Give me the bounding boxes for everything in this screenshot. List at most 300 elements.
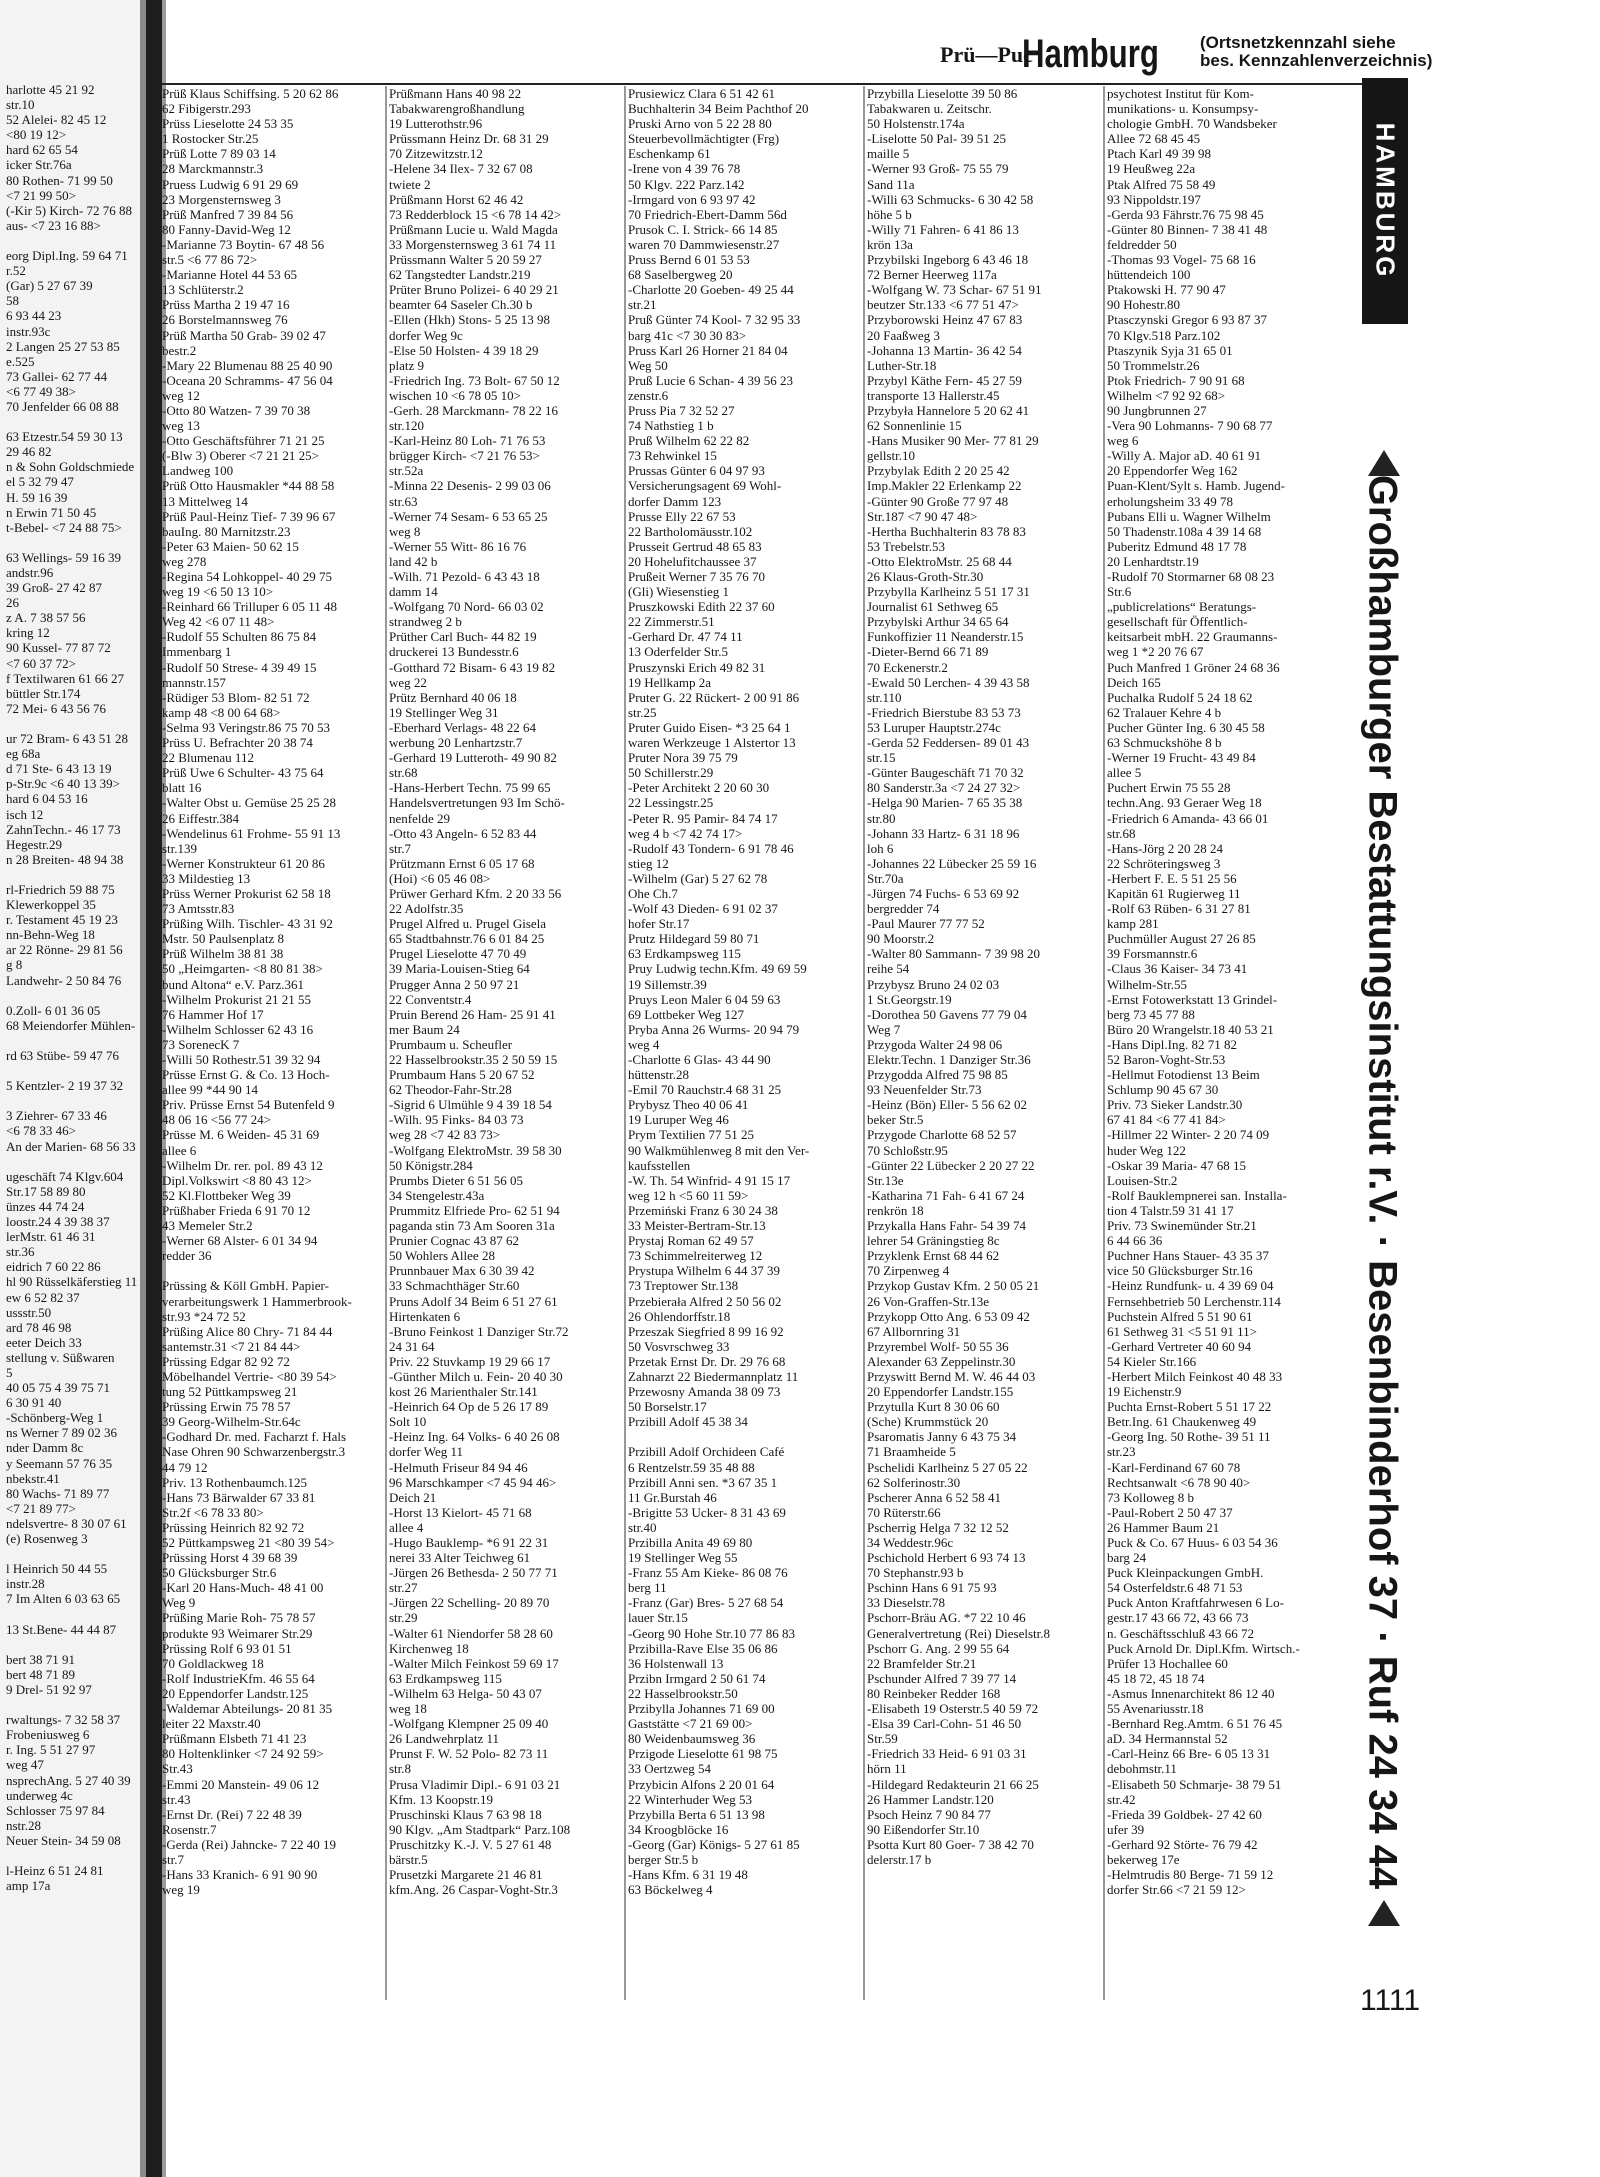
listing-line: Kapitän 61 Rugierweg 11 — [1107, 885, 1241, 901]
listing-line: 50 Glücksburger Str.6 — [162, 1565, 277, 1581]
listing-line: -Hans-Jörg 2 20 28 24 — [1107, 840, 1224, 856]
listing-line: -Eberhard Verlags- 48 22 64 — [389, 719, 537, 735]
listing-line: 22 Zimmerstr.51 — [628, 614, 715, 630]
listing-line: druckerei 13 Bundesstr.6 — [389, 644, 519, 660]
listing-line: Steuerbevollmächtigter (Frg) — [628, 131, 780, 147]
listing-line: -Elisabeth 19 Osterstr.5 40 59 72 — [867, 1701, 1039, 1717]
listing-line: Ptakowski H. 77 90 47 — [1107, 282, 1226, 298]
listing-line: Prußeit Werner 7 35 76 70 — [628, 569, 765, 584]
listing-column — [389, 86, 623, 1897]
listing-line: str.23 — [1107, 1444, 1136, 1460]
listing-line: 0.Zoll- 6 01 36 05 — [6, 1002, 101, 1018]
listing-line: 13 St.Bene- 44 44 87 — [6, 1621, 117, 1637]
listing-line: eeter Deich 33 — [6, 1334, 82, 1350]
listing-line: Prunnbauer Max 6 30 39 42 — [389, 1263, 535, 1279]
listing-line: -Charlotte 6 Glas- 43 44 90 — [628, 1052, 771, 1067]
listing-column — [628, 86, 864, 1897]
listing-line: 70 Eckenerstr.2 — [867, 659, 948, 675]
listing-line: Betr.Ing. 61 Chaukenweg 49 — [1107, 1414, 1257, 1430]
listing-line: ZahnTechn.- 46 17 73 — [6, 821, 121, 837]
listing-line: -Wolfgang W. 73 Schar- 67 51 91 — [867, 282, 1042, 298]
listing-line: produkte 93 Weimarer Str.29 — [162, 1625, 313, 1641]
listing-line: -Wolfgang 70 Nord- 66 03 02 — [389, 599, 544, 615]
listing-line: -Friedrich Ing. 73 Bolt- 67 50 12 — [389, 372, 560, 388]
listing-line: -Jürgen 26 Bethesda- 2 50 77 71 — [389, 1565, 558, 1581]
listing-line: -Wolfgang ElektroMstr. 39 58 30 — [389, 1142, 562, 1158]
area-code-note-line: bes. Kennzahlenverzeichnis) — [1200, 51, 1433, 70]
listing-line: 6 44 66 36 — [1107, 1233, 1163, 1249]
listing-line: 19 Sillemstr.39 — [628, 976, 707, 992]
listing-line: Pschelidi Karlheinz 5 27 05 22 — [867, 1459, 1028, 1475]
listing-line: 63 Erdkampsweg 115 — [389, 1670, 502, 1686]
listing-line: -Jürgen 74 Fuchs- 6 53 69 92 — [867, 885, 1020, 901]
listing-line: 22 Bramfelder Str.21 — [867, 1655, 977, 1671]
listing-line: (Gli) Wiesenstieg 1 — [628, 584, 730, 600]
listing-line: Gaststätte <7 21 69 00> — [628, 1716, 753, 1732]
listing-line: str.15 — [867, 750, 896, 766]
listing-line: Kfm. 13 Koopstr.19 — [389, 1791, 493, 1807]
listing-line — [6, 1093, 152, 1108]
listing-line: Pschichold Herbert 6 93 74 13 — [867, 1550, 1026, 1566]
listing-line: -Gerda (Rei) Jahncke- 7 22 40 19 — [162, 1836, 336, 1852]
listing-line: Prüssmann Heinz Dr. 68 31 29 — [389, 131, 549, 147]
listing-line: 63 Wellings- 59 16 39 — [6, 549, 121, 565]
listing-line: Landwehr- 2 50 84 76 — [6, 972, 122, 988]
listing-line: Prüß Klaus Schiffsing. 5 20 62 86 — [162, 86, 339, 101]
city-thumb-tab-label: HAMBURG — [1370, 122, 1401, 280]
listing-line: Prüssing Horst 4 39 68 39 — [162, 1550, 298, 1566]
city-thumb-tab — [1362, 78, 1408, 324]
listing-line: weg 18 — [389, 1701, 427, 1717]
listing-line: -Heinrich 64 Op de 5 26 17 89 — [389, 1399, 549, 1415]
listing-line: (Hoi) <6 05 46 08> — [389, 870, 491, 886]
listing-line: Prumbaum u. Scheufler — [389, 1036, 513, 1052]
listing-line: 33 Dieselstr.78 — [867, 1595, 945, 1611]
listing-line: 13 Schlüterstr.2 — [162, 282, 244, 298]
listing-line: str.42 — [1107, 1791, 1136, 1807]
listing-line: Prüssing & Köll GmbH. Papier- — [162, 1278, 329, 1294]
listing-line: Przibill Adolf Orchideen Café — [628, 1444, 785, 1460]
listing-line: -Wilh. 95 Finks- 84 03 73 — [389, 1112, 524, 1128]
listing-line: bärstr.5 — [389, 1851, 428, 1867]
listing-line: Zahnarzt 22 Biedermannplatz 11 — [628, 1368, 799, 1384]
listing-line: rd 63 Stübe- 59 47 76 — [6, 1048, 120, 1063]
listing-line: -Werner Konstrukteur 61 20 86 — [162, 855, 325, 871]
listing-line: aD. 34 Hermannstal 52 — [1107, 1731, 1228, 1747]
listing-line: Hirtenkaten 6 — [389, 1308, 461, 1324]
listing-line: 70 Jenfelder 66 08 88 — [6, 398, 119, 414]
listing-line: Ohe Ch.7 — [628, 885, 678, 901]
listing-line: allee 99 *44 90 14 — [162, 1082, 259, 1098]
listing-line: Przybilski Ingeborg 6 43 46 18 — [867, 252, 1029, 268]
listing-line: Przykopp Otto Ang. 6 53 09 42 — [867, 1308, 1030, 1324]
listing-line — [6, 233, 152, 248]
listing-line: 34 Stengelestr.43a — [389, 1187, 485, 1203]
listing-line: nder Damm 8c — [6, 1440, 84, 1456]
listing-line: 80 Weidenbaumsweg 36 — [628, 1731, 756, 1747]
listing-line: 22 Bartholomäusstr.102 — [628, 523, 753, 539]
listing-line: -Werner 19 Frucht- 43 49 84 — [1107, 750, 1256, 766]
listing-line: Pruß Wilhelm 62 22 82 — [628, 433, 750, 449]
listing-line: ndelsvertre- 8 30 07 61 — [6, 1515, 127, 1531]
listing-line: Pruess Ludwig 6 91 29 69 — [162, 176, 299, 192]
listing-line: Psoch Heinz 7 90 84 77 — [867, 1806, 991, 1822]
listing-line: l-Heinz 6 51 24 81 — [6, 1863, 104, 1879]
listing-line: -Rudolf 55 Schulten 86 75 84 — [162, 629, 317, 645]
listing-line: 20 Eppendorfer Landstr.125 — [162, 1685, 309, 1701]
listing-line: 26 Hammer Baum 21 — [1107, 1519, 1220, 1535]
listing-line: Handelsvertretungen 93 Im Schö- — [389, 795, 565, 811]
listing-line: weg 19 — [162, 1882, 200, 1898]
listing-line: Prüsse Ernst G. & Co. 13 Hoch- — [162, 1067, 330, 1083]
listing-line: Psaromatis Janny 6 43 75 34 — [867, 1429, 1017, 1445]
listing-line: 90 Moorstr.2 — [867, 931, 935, 947]
listing-line: 70 Rüterstr.66 — [867, 1504, 941, 1520]
listing-line: -Wilh. 71 Pezold- 6 43 43 18 — [389, 569, 540, 584]
listing-line: Prüssing Edgar 82 92 72 — [162, 1353, 290, 1369]
listing-line: Pscherrig Helga 7 32 12 52 — [867, 1519, 1009, 1535]
listing-line: 80 Wachs- 71 89 77 — [6, 1485, 110, 1501]
listing-line: -Horst 13 Kielort- 45 71 68 — [389, 1504, 532, 1520]
listing-line: 9 Drel- 51 92 97 — [6, 1681, 92, 1697]
listing-line: str.110 — [867, 689, 902, 705]
listing-line: 63 Erdkampsweg 115 — [628, 946, 741, 962]
listing-line: Prüß Martha 50 Grab- 39 02 47 — [162, 327, 326, 343]
listing-line: -Elisabeth 50 Schmarje- 38 79 51 — [1107, 1776, 1282, 1792]
listing-line: hl 90 Rüsselkäferstieg 11 — [6, 1274, 138, 1290]
listing-line: Przigode Lieselotte 61 98 75 — [628, 1746, 778, 1762]
listing-line: eidrich 7 60 22 86 — [6, 1259, 101, 1275]
listing-line: -Willy A. Major aD. 40 61 91 — [1107, 448, 1262, 464]
listing-line: Przybylla Karlheinz 5 51 17 31 — [867, 584, 1030, 600]
listing-line: Prusok C. I. Strick- 66 14 85 — [628, 221, 778, 237]
listing-line: -Gerda 93 Fährstr.76 75 98 45 — [1107, 206, 1264, 222]
listing-line: weg 1 *2 20 76 67 — [1107, 644, 1204, 660]
listing-line: 6 30 91 40 — [6, 1395, 62, 1411]
listing-line: 65 Stadtbahnstr.76 6 01 84 25 — [389, 931, 545, 947]
listing-line: -Willi 63 Schmucks- 6 30 42 58 — [867, 191, 1034, 207]
listing-line: (Sche) Krummstück 20 — [867, 1414, 989, 1430]
listing-line: -Wilhelm Prokurist 21 21 55 — [162, 991, 311, 1007]
listing-line: str.80 — [867, 810, 896, 826]
listing-line: -Oceana 20 Schramms- 47 56 04 — [162, 372, 333, 388]
listing-line: Puchert Erwin 75 55 28 — [1107, 780, 1231, 796]
listing-line: 73 Treptower Str.138 — [628, 1278, 739, 1294]
listing-line: Immenbarg 1 — [162, 644, 232, 660]
listing-line: 34 Weddestr.96c — [867, 1535, 954, 1550]
listing-line: lauer Str.15 — [628, 1610, 688, 1626]
listing-line: -Helga 90 Marien- 7 65 35 38 — [867, 795, 1023, 811]
listing-line: dorfer Str.66 <7 21 59 12> — [1107, 1882, 1246, 1898]
listing-line: 50 Borselstr.17 — [628, 1399, 707, 1415]
listing-line: -Selma 93 Veringstr.86 75 70 53 — [162, 719, 331, 735]
listing-line: ard 78 46 98 — [6, 1319, 72, 1335]
listing-line: -Wilhelm (Gar) 5 27 62 78 — [628, 870, 768, 886]
listing-line: 50 Königstr.284 — [389, 1157, 473, 1173]
listing-line: 70 Stephanstr.93 b — [867, 1565, 964, 1581]
listing-line: n. Geschäftsschluß 43 66 72 — [1107, 1625, 1254, 1641]
listing-line: -Walter Milch Feinkost 59 69 17 — [389, 1655, 559, 1671]
listing-line: Przibn Irmgard 2 50 61 74 — [628, 1670, 766, 1686]
listing-line: Prugel Lieselotte 47 70 49 — [389, 946, 527, 962]
listing-line: 26 — [6, 595, 19, 611]
listing-line: -Paul Maurer 77 77 52 — [867, 916, 985, 932]
listing-line: Puchta Ernst-Robert 5 51 17 22 — [1107, 1399, 1272, 1415]
listing-line: -Karl-Heinz 80 Loh- 71 76 53 — [389, 433, 546, 449]
listing-line: Puchmüller August 27 26 85 — [1107, 931, 1256, 947]
listing-line: Pruys Leon Maler 6 04 59 63 — [628, 991, 781, 1007]
listing-line: hofer Str.17 — [628, 916, 690, 932]
listing-line: Prütz Bernhard 40 06 18 — [389, 689, 517, 705]
listing-line: mer Baum 24 — [389, 1021, 460, 1037]
listing-line: bauIng. 80 Marnitzstr.23 — [162, 523, 291, 539]
listing-line: -Ernst Dr. (Rei) 7 22 48 39 — [162, 1806, 302, 1822]
listing-line: -Gerhard Vertreter 40 60 94 — [1107, 1338, 1252, 1354]
listing-line: -Dorothea 50 Gavens 77 79 04 — [867, 1006, 1027, 1022]
listing-line: 26 Eiffestr.384 — [162, 810, 240, 826]
listing-line: -Otto Geschäftsführer 71 21 25 — [162, 433, 325, 449]
listing-column — [162, 86, 384, 1897]
listing-line: Prüß Wilhelm 38 81 38 — [162, 946, 284, 962]
listing-line: 20 Eppendorfer Landstr.155 — [867, 1384, 1014, 1400]
listing-line: Puan-Klent/Sylt s. Hamb. Jugend- — [1107, 478, 1286, 494]
listing-line: -Johanna 13 Martin- 36 42 54 — [867, 342, 1022, 358]
listing-line: str.139 — [162, 840, 198, 856]
listing-line: 63 Böckelweg 4 — [628, 1882, 713, 1898]
listing-line: Prunier Cognac 43 87 62 — [389, 1233, 519, 1249]
listing-line: lerMstr. 61 46 31 — [6, 1229, 96, 1245]
listing-line: Mstr. 50 Paulsenplatz 8 — [162, 931, 285, 947]
listing-line: 23 Morgensternsweg 3 — [162, 191, 281, 207]
listing-line — [6, 1606, 152, 1621]
listing-line: t-Bebel- <7 24 88 75> — [6, 519, 122, 535]
listing-line: Str.13e — [867, 1172, 904, 1188]
listing-line: santemstr.31 <7 21 84 44> — [162, 1338, 301, 1354]
listing-line: -Herbert F. E. 5 51 25 56 — [1107, 870, 1237, 886]
listing-line: -Marianne 73 Boytin- 67 48 56 — [162, 236, 325, 252]
listing-line: 19 Eichenstr.9 — [1107, 1384, 1182, 1400]
listing-line — [162, 1263, 384, 1278]
listing-line: Pruter Nora 39 75 79 — [628, 750, 738, 766]
listing-line: str.52a — [389, 463, 424, 479]
listing-line: str.21 — [628, 297, 657, 313]
listing-line: barg 24 — [1107, 1550, 1147, 1566]
listing-line: Przyswitt Bernd M. W. 46 44 03 — [867, 1368, 1036, 1384]
listing-line: <7 21 89 77> — [6, 1500, 76, 1516]
listing-line: Rechtsanwalt <6 78 90 40> — [1107, 1474, 1251, 1490]
listing-line: 55 Avenariusstr.18 — [1107, 1701, 1204, 1717]
listing-line: eorg Dipl.Ing. 59 64 71 — [6, 248, 128, 264]
listing-line: -Bruno Feinkost 1 Danziger Str.72 — [389, 1323, 569, 1339]
listing-line: Puchner Hans Stauer- 43 35 37 — [1107, 1248, 1269, 1264]
listing-line: 71 Braamheide 5 — [867, 1444, 956, 1460]
listing-line: Landweg 100 — [162, 463, 234, 479]
listing-line: Dipl.Volkswirt <8 80 43 12> — [162, 1172, 312, 1188]
listing-line: Klewerkoppel 35 — [6, 897, 96, 913]
listing-line: weg 8 — [389, 523, 421, 539]
listing-line: Puck Kleinpackungen GmbH. — [1107, 1565, 1264, 1581]
listing-line: instr.93c — [6, 323, 51, 339]
listing-line: 40 05 75 4 39 75 71 — [6, 1380, 110, 1396]
listing-line: Pruter G. 22 Rückert- 2 00 91 86 — [628, 689, 800, 705]
listing-line: 39 Georg-Wilhelm-Str.64c — [162, 1414, 301, 1430]
listing-line — [6, 1154, 152, 1169]
listing-line: <6 78 33 46> — [6, 1123, 76, 1139]
listing-line: 22 Adolfstr.35 — [389, 901, 464, 917]
listing-line: -Friedrich Bierstube 83 53 73 — [867, 704, 1021, 720]
listing-line: Prüßing Alice 80 Chry- 71 84 44 — [162, 1323, 333, 1339]
listing-line: debohmstr.11 — [1107, 1761, 1177, 1777]
listing-line: 34 Kroogblöcke 16 — [628, 1821, 729, 1837]
listing-line: 7 Im Alten 6 03 63 65 — [6, 1591, 121, 1607]
listing-line: weg 19 <6 50 13 10> — [162, 584, 274, 600]
listing-line: Wilhelm-Str.55 — [1107, 976, 1187, 992]
listing-line: vice 50 Glücksburger Str.16 — [1107, 1263, 1253, 1279]
listing-line: Prunst F. W. 52 Polo- 82 73 11 — [389, 1746, 549, 1762]
listing-line: 73 Gallei- 62 77 44 — [6, 368, 108, 384]
listing-line: <6 77 49 38> — [6, 383, 76, 399]
listing-line: 93 Neuenfelder Str.73 — [867, 1082, 982, 1098]
listing-line: -Godhard Dr. med. Facharzt f. Hals — [162, 1429, 347, 1445]
listing-line: Prüßing Marie Roh- 75 78 57 — [162, 1610, 316, 1626]
listing-line: allee 6 — [162, 1142, 197, 1158]
listing-line: kaufsstellen — [628, 1157, 691, 1173]
listing-line: 90 Jungbrunnen 27 — [1107, 402, 1207, 418]
listing-line: Psotta Kurt 80 Goer- 7 38 42 70 — [867, 1836, 1034, 1852]
listing-line: instr.28 — [6, 1576, 45, 1592]
listing-line: r. Testament 45 19 23 — [6, 912, 118, 928]
listing-line: Pschorr-Bräu AG. *7 22 10 46 — [867, 1610, 1026, 1626]
listing-line: -Gerh. 28 Marckmann- 78 22 16 — [389, 402, 558, 418]
listing-line: 26 Landwehrplatz 11 — [389, 1731, 499, 1747]
listing-line: Prym Textilien 77 51 25 — [628, 1127, 754, 1143]
listing-line: Prüß Otto Hausmakler *44 88 58 — [162, 478, 335, 494]
listing-line: 54 Osterfeldstr.6 48 71 53 — [1107, 1580, 1243, 1596]
listing-line: str.93 *24 72 52 — [162, 1308, 246, 1324]
listing-line: Tabakwaren u. Zeitschr. — [867, 101, 992, 117]
listing-line: str.120 — [389, 418, 425, 434]
listing-line: -Georg (Gar) Königs- 5 27 61 85 — [628, 1836, 800, 1852]
listing-line: bestr.2 — [162, 342, 197, 358]
listing-line: -Claus 36 Kaiser- 34 73 41 — [1107, 961, 1248, 977]
listing-line: Wilhelm <7 92 92 68> — [1107, 387, 1226, 403]
listing-line: Pruski Arno von 5 22 28 80 — [628, 116, 772, 132]
listing-line: -Rüdiger 53 Blom- 82 51 72 — [162, 689, 310, 705]
listing-line: -Vera 90 Lohmanns- 7 90 68 77 — [1107, 418, 1273, 434]
listing-line: 28 Marckmannstr.3 — [162, 161, 264, 177]
listing-line: tung 52 Püttkampsweg 21 — [162, 1384, 298, 1400]
listing-line: 72 Mei- 6 43 56 76 — [6, 700, 107, 716]
listing-line: str.25 — [628, 704, 657, 720]
listing-line: str.40 — [628, 1519, 657, 1535]
listing-line: büttler Str.174 — [6, 685, 81, 701]
listing-line: land 42 b — [389, 553, 438, 569]
listing-line: Przetak Ernst Dr. Dr. 29 76 68 — [628, 1353, 786, 1369]
listing-line: Frobeniusweg 6 — [6, 1727, 90, 1743]
listing-line: 90 Kussel- 77 87 72 — [6, 640, 111, 656]
listing-line: 50 Trommelstr.26 — [1107, 357, 1200, 373]
listing-line: rwaltungs- 7 32 58 37 — [6, 1712, 121, 1728]
listing-line: -Charlotte 20 Goeben- 49 25 44 — [628, 282, 794, 298]
listing-line: -Gerhard 19 Lutteroth- 49 90 82 — [389, 750, 557, 766]
listing-line: transporte 13 Hallerstr.45 — [867, 387, 1000, 403]
listing-line: 67 Allbornring 31 — [867, 1323, 961, 1339]
listing-line: ew 6 52 82 37 — [6, 1289, 80, 1305]
listing-line: Ptok Friedrich- 7 90 91 68 — [1107, 372, 1245, 388]
listing-line: n Erwin 71 50 45 — [6, 504, 97, 520]
listing-line: Przibilla-Rave Else 35 06 86 — [628, 1640, 778, 1656]
listing-line: Puchalka Rudolf 5 24 18 62 — [1107, 689, 1253, 705]
listing-line: waren Werkzeuge 1 Alstertor 13 — [628, 735, 796, 751]
listing-line: ugeschäft 74 Klgv.604 — [6, 1168, 124, 1184]
listing-line: -Gerda 52 Feddersen- 89 01 43 — [867, 735, 1030, 751]
listing-line: -Georg Ing. 50 Rothe- 39 51 11 — [1107, 1429, 1271, 1445]
listing-line: Puck Anton Kraftfahrwesen 6 Lo- — [1107, 1595, 1284, 1611]
listing-line: (e) Rosenweg 3 — [6, 1531, 88, 1546]
listing-line: Nase Ohren 90 Schwarzenbergstr.3 — [162, 1444, 346, 1460]
listing-line — [6, 1697, 152, 1712]
listing-line: ar 22 Rönne- 29 81 56 — [6, 942, 123, 958]
listing-line: An der Marien- 68 56 33 — [6, 1138, 136, 1154]
listing-line: nn-Behn-Weg 18 — [6, 927, 95, 943]
listing-line: berg 73 45 77 88 — [1107, 1006, 1195, 1022]
listing-line: -Helene 34 Ilex- 7 32 67 08 — [389, 161, 533, 177]
listing-line: -Heinz (Bön) Eller- 5 56 62 02 — [867, 1097, 1028, 1113]
listing-line: verarbeitungswerk 1 Hammerbrook- — [162, 1293, 352, 1309]
listing-line: Str.70a — [867, 870, 904, 886]
listing-line: d 71 Ste- 6 43 13 19 — [6, 761, 112, 777]
listing-line: reihe 54 — [867, 961, 910, 977]
listing-line: -Mary 22 Blumenau 88 25 40 90 — [162, 357, 333, 373]
listing-line: Prüßmann Elsbeth 71 41 23 — [162, 1731, 307, 1747]
listing-line: 33 Mildestieg 13 — [162, 870, 251, 886]
listing-line: z A. 7 38 57 56 — [6, 610, 86, 626]
listing-line: -Hellmut Fotodienst 13 Beim — [1107, 1067, 1260, 1083]
listing-line: Przyrembel Wolf- 50 55 36 — [867, 1338, 1009, 1354]
listing-line: str.27 — [389, 1580, 418, 1596]
listing-line: -Thomas 93 Vogel- 75 68 16 — [1107, 252, 1256, 268]
listing-line: Przybyl Käthe Fern- 45 27 59 — [867, 372, 1022, 388]
listing-line: eg 68a — [6, 746, 41, 762]
listing-line: redder 36 — [162, 1248, 212, 1264]
listing-line: -Minna 22 Desenis- 2 99 03 06 — [389, 478, 551, 494]
listing-line: -Hans Dipl.Ing. 82 71 82 — [1107, 1036, 1237, 1052]
listing-line: -Sigrid 6 Ulmühle 9 4 39 18 54 — [389, 1097, 552, 1113]
listing-line: 96 Marschkamper <7 45 94 46> — [389, 1474, 557, 1490]
listing-line: -Peter R. 95 Pamir- 84 74 17 — [628, 810, 778, 826]
listing-line: Prugger Anna 2 50 97 21 — [389, 976, 520, 992]
listing-line: -Emil 70 Rauchstr.4 68 31 25 — [628, 1082, 782, 1098]
listing-line: nbekstr.41 — [6, 1470, 60, 1486]
listing-line: -Brigitte 53 Ucker- 8 31 43 69 — [628, 1504, 786, 1520]
listing-line: 50 Klgv. 222 Parz.142 — [628, 176, 745, 192]
listing-line: Louisen-Str.2 — [1107, 1172, 1178, 1188]
listing-line: Prybysz Theo 40 06 41 — [628, 1097, 749, 1113]
listing-line: Elektr.Techn. 1 Danziger Str.36 — [867, 1052, 1031, 1067]
listing-line: gestr.17 43 66 72, 43 66 73 — [1107, 1610, 1249, 1626]
listing-line: -Rolf IndustrieKfm. 46 55 64 — [162, 1670, 315, 1686]
listing-line: -Jürgen 22 Schelling- 20 89 70 — [389, 1595, 550, 1611]
listing-line: 80 Holtenklinker <7 24 92 59> — [162, 1746, 324, 1762]
listing-line: Prüssmann Walter 5 20 59 27 — [389, 252, 542, 268]
listing-line: Pschunder Alfred 7 39 77 14 — [867, 1670, 1017, 1686]
listing-line: Pryba Anna 26 Wurms- 20 94 79 — [628, 1021, 800, 1037]
listing-line: allee 5 — [1107, 765, 1142, 781]
listing-line: Pschorr G. Ang. 2 99 55 64 — [867, 1640, 1010, 1656]
listing-line: Pruns Adolf 34 Beim 6 51 27 61 — [389, 1293, 558, 1309]
listing-line: Przibylla Johannes 71 69 00 — [628, 1701, 775, 1717]
listing-line: -Liselotte 50 Pal- 39 51 25 — [867, 131, 1007, 147]
